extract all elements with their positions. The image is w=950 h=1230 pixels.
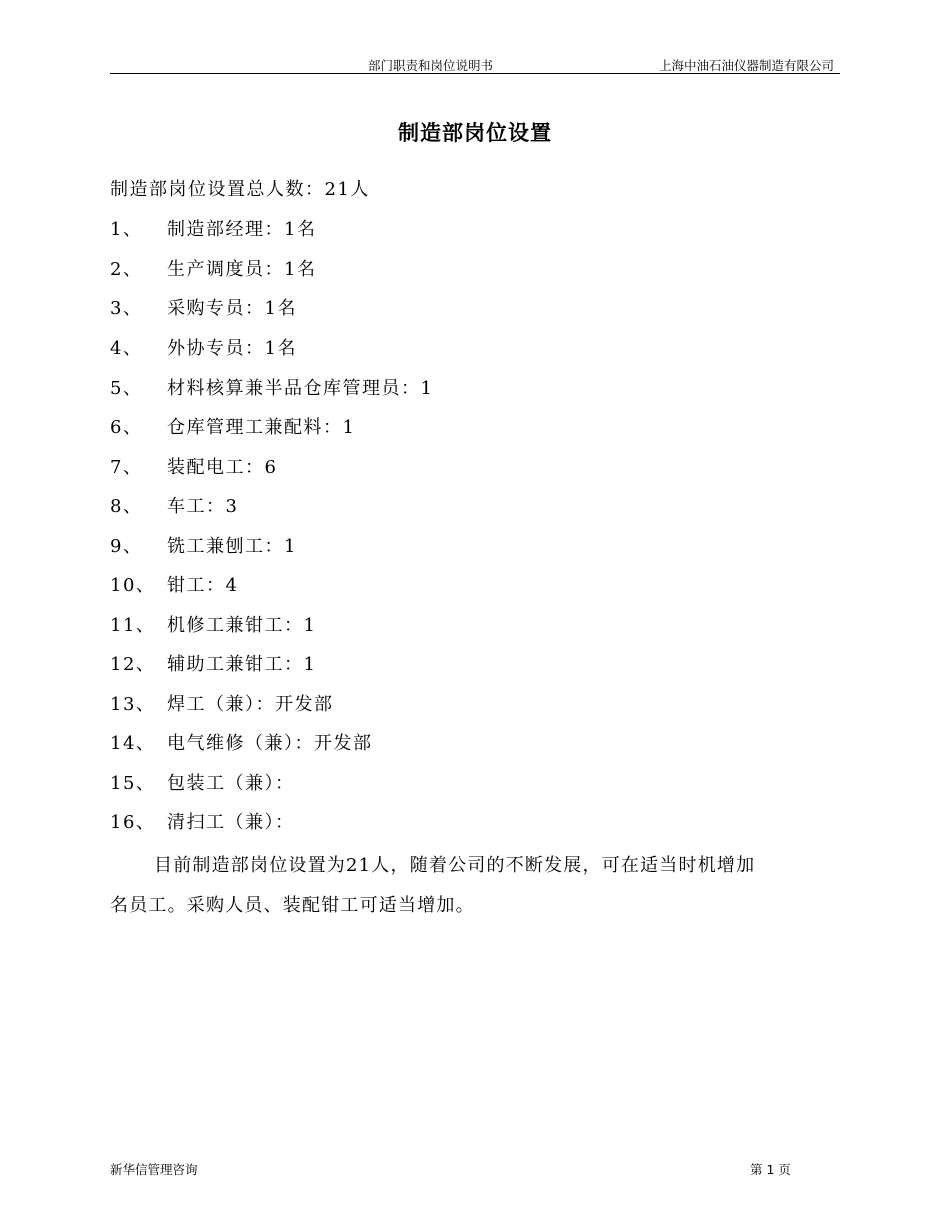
list-item-text: 材料核算兼半品仓库管理员：1 [167,378,434,399]
page-header [110,55,840,74]
list-item-number: 2、 [110,259,143,280]
list-item-number: 4、 [110,338,143,359]
list-item-text: 采购专员：1名 [167,298,297,319]
list-item-number: 6、 [110,417,143,438]
list-item-number: 11、 [110,615,156,636]
closing-paragraph-line: 名员工。采购人员、装配钳工可适当增加。 [110,894,475,916]
list-item-text: 仓库管理工兼配料：1 [167,417,356,438]
list-item-text: 车工：3 [167,496,239,517]
list-item-number: 7、 [110,457,143,478]
list-item-number: 14、 [110,733,156,754]
list-item-number: 9、 [110,536,143,557]
closing-paragraph-line: 目前制造部岗位设置为21人，随着公司的不断发展，可在适当时机增加 [154,855,756,876]
page-title: 制造部岗位设置 [398,120,552,145]
list-item-text: 钳工：4 [167,575,239,596]
list-item-text: 制造部经理：1名 [167,219,317,240]
closing-paragraph [110,846,840,925]
list-item-text: 包装工（兼）： [167,773,295,794]
list-item-number: 13、 [110,694,156,715]
list-item-text: 机修工兼钳工：1 [167,615,317,636]
list-item-number: 5、 [110,378,143,399]
list-item-number: 3、 [110,298,143,319]
list-item-text: 焊工（兼）：开发部 [167,694,334,715]
headcount-summary: 制造部岗位设置总人数：21人 [110,179,370,200]
list-item-text: 外协专员：1名 [167,338,297,359]
list-item-text: 清扫工（兼）： [167,812,295,833]
list-item-text: 电气维修（兼）：开发部 [167,733,373,754]
list-item-text: 铣工兼刨工：1 [167,536,297,557]
list-item-number: 10、 [110,575,156,596]
list-item-number: 8、 [110,496,143,517]
list-item-number: 12、 [110,654,156,675]
page-number: 第 1 页 [750,1162,791,1177]
footer-company: 新华信管理咨询 [110,1162,198,1177]
list-item-number: 16、 [110,812,156,833]
list-item-text: 生产调度员：1名 [167,259,317,280]
list-item-number: 1、 [110,219,143,240]
header-doc-title: 部门职责和岗位说明书 [368,58,494,73]
list-item-number: 15、 [110,773,156,794]
header-company: 上海中油石油仪器制造有限公司 [658,58,834,73]
list-item-text: 装配电工：6 [167,457,278,478]
list-item-text: 辅助工兼钳工：1 [167,654,317,675]
